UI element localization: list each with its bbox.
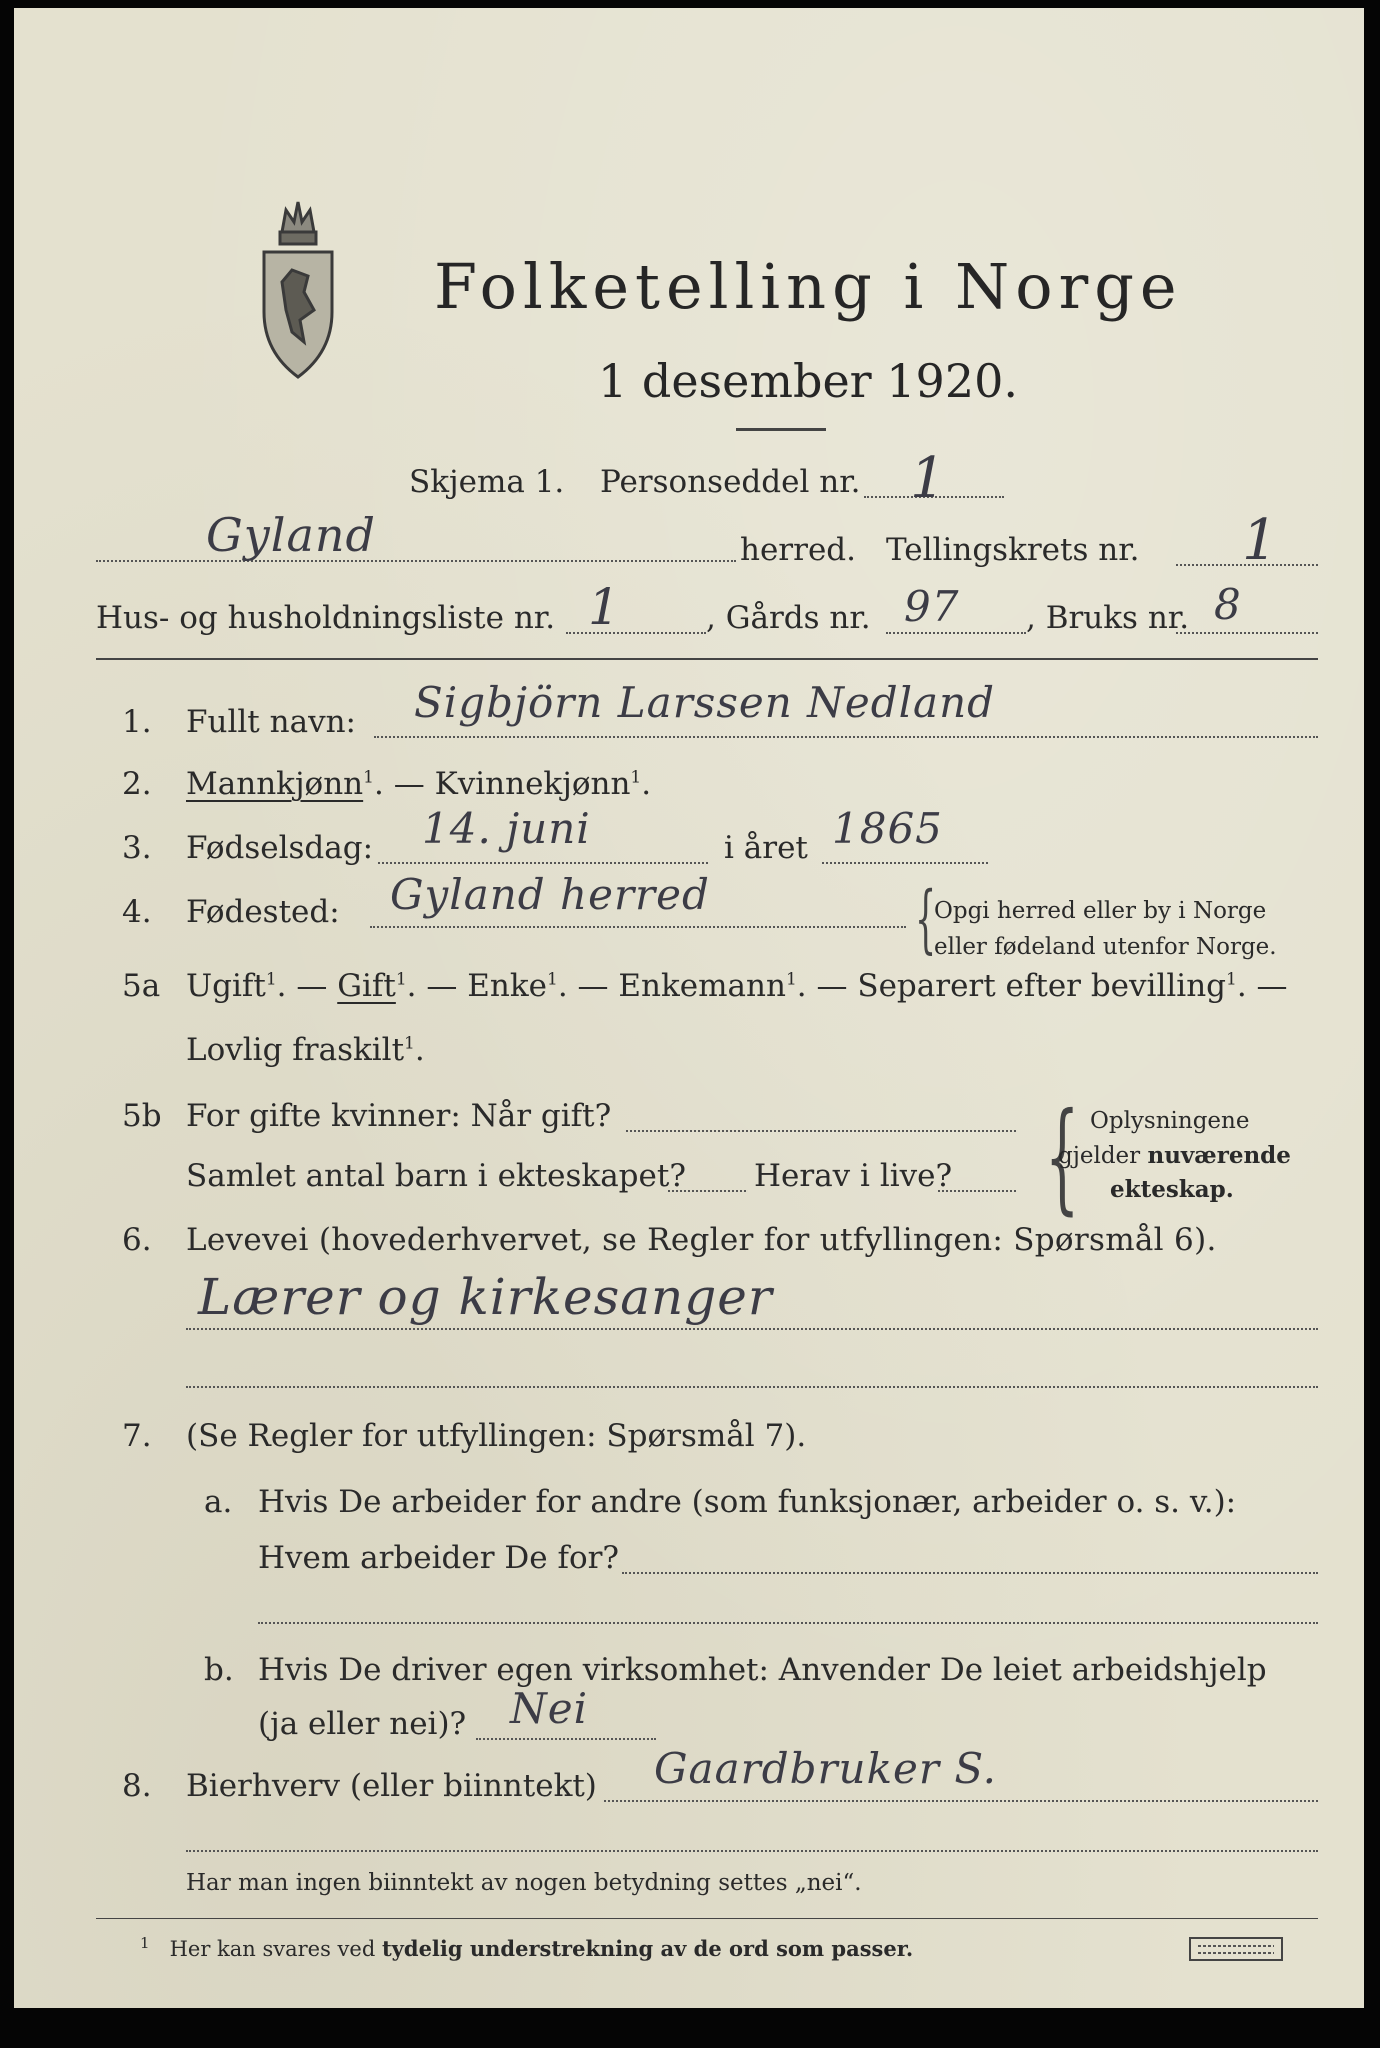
form-date: 1 desember 1920.: [598, 354, 1018, 408]
q5b-line2b: Herav i live?: [754, 1158, 953, 1194]
q5b-line1-field: [626, 1130, 1016, 1132]
gards-field-line: [886, 632, 1026, 634]
q4-note-brace: {: [914, 876, 937, 962]
q6-field-line2: [186, 1386, 1318, 1388]
gards-label: , Gårds nr.: [706, 600, 871, 636]
hus-label: Hus- og husholdningsliste nr.: [96, 600, 556, 636]
q5a-number: 5a: [122, 968, 161, 1004]
q5b-note-brace: {: [1044, 1088, 1080, 1227]
q5a-lovlig: Lovlig fraskilt$^1$.: [186, 1032, 425, 1068]
q4-field-line: [370, 926, 906, 928]
hus-value: 1: [588, 578, 621, 636]
q1-label: Fullt navn:: [186, 704, 356, 740]
q6-value: Lærer og kirkesanger: [198, 1268, 773, 1326]
q3-field-line: [378, 862, 708, 864]
q6-label: Levevei (hovederhvervet, se Regler for utfyllingen: Spørsmål 6).: [186, 1222, 1217, 1258]
q5b-note-line1: Oplysningene: [1090, 1108, 1250, 1134]
footer-divider: [96, 1918, 1318, 1919]
q2-end: .: [641, 766, 652, 802]
q4-note-line1: Opgi herred eller by i Norge: [934, 898, 1267, 924]
q7a-line2: Hvem arbeider De for?: [258, 1540, 620, 1576]
q5a-gift: Gift: [337, 968, 396, 1004]
q5b-line2b-field: [938, 1190, 1016, 1192]
q8-field-line2: [186, 1850, 1318, 1852]
q8-value: Gaardbruker S.: [654, 1744, 997, 1793]
q3-value: 14. juni: [422, 804, 591, 853]
q6-field-line1: [186, 1328, 1318, 1330]
q5a-enke: Enke: [467, 968, 547, 1004]
q7a-field-line1: [622, 1572, 1318, 1574]
q2-sep: . —: [373, 766, 425, 802]
q5b-note-line2: gjelder nuværende: [1058, 1142, 1291, 1169]
header-divider: [96, 658, 1318, 660]
q5b-line2a-field: [668, 1190, 746, 1192]
q7b-value: Nei: [510, 1684, 589, 1733]
q2-kvinne: Kvinnekjønn: [434, 766, 631, 802]
bruks-value: 8: [1214, 580, 1242, 629]
q1-field-line: [374, 736, 1318, 738]
personseddel-value: 1: [910, 446, 947, 511]
q2-options: Mannkjønn$^1$. — Kvinnekjønn$^1$.: [186, 766, 652, 802]
q5a-ugift: Ugift: [186, 968, 266, 1004]
q7a-letter: a.: [204, 1484, 233, 1520]
q7b-letter: b.: [204, 1652, 234, 1688]
q3-year-value: 1865: [832, 804, 943, 853]
q7b-line2: (ja eller nei)?: [258, 1706, 467, 1742]
q4-label: Fødested:: [186, 894, 340, 930]
census-form-page: [14, 8, 1364, 2008]
q7b-field-line: [476, 1738, 656, 1740]
q7a-line1: Hvis De arbeider for andre (som funksjonær, arbeider o. s. v.):: [258, 1484, 1237, 1520]
q4-value: Gyland herred: [390, 870, 710, 919]
herred-label: herred.: [740, 532, 856, 568]
skjema-label: Skjema 1.: [409, 464, 565, 500]
title-divider: [736, 428, 826, 431]
q3-year-field-line: [822, 862, 988, 864]
q5b-note-line3: ekteskap.: [1110, 1176, 1234, 1203]
q4-number: 4.: [122, 894, 152, 930]
herred-field-line: [96, 560, 736, 562]
coat-of-arms-icon: [252, 192, 344, 382]
q3-number: 3.: [122, 830, 152, 866]
tellingskrets-value: 1: [1242, 508, 1279, 573]
footer-note: Har man ingen biinntekt av nogen betydning settes „nei“.: [186, 1870, 862, 1896]
q3-label: Fødselsdag:: [186, 830, 374, 866]
q7b-line1: Hvis De driver egen virksomhet: Anvender De leiet arbeidshjelp: [258, 1652, 1267, 1688]
form-title: Folketelling i Norge: [434, 250, 1183, 323]
q5a-separert: Separert efter bevilling: [857, 968, 1227, 1004]
q7-number: 7.: [122, 1418, 152, 1454]
q1-value: Sigbjörn Larssen Nedland: [414, 678, 996, 727]
q5a-enkemann: Enkemann: [618, 968, 786, 1004]
q4-note-line2: eller fødeland utenfor Norge.: [934, 934, 1277, 960]
q5b-line1: For gifte kvinner: Når gift?: [186, 1098, 612, 1134]
q7a-field-line2: [258, 1622, 1318, 1624]
q3-year-label: i året: [724, 830, 808, 866]
bruks-field-line: [1176, 632, 1318, 634]
personseddel-label: Personseddel nr.: [600, 464, 861, 500]
q6-number: 6.: [122, 1222, 152, 1258]
tellingskrets-label: Tellingskrets nr.: [886, 532, 1140, 568]
q8-label: Bierhverv (eller biinntekt): [186, 1768, 597, 1804]
printer-stamp-icon: [1188, 1936, 1284, 1962]
q5b-number: 5b: [122, 1098, 162, 1134]
q7-label: (Se Regler for utfyllingen: Spørsmål 7).: [186, 1418, 807, 1454]
footnote: $^1$ Her kan svares ved tydelig understrekning av de ord som passer.: [140, 1934, 914, 1961]
q8-field-line: [604, 1800, 1318, 1802]
hus-field-line: [566, 632, 706, 634]
q5b-line2a: Samlet antal barn i ekteskapet?: [186, 1158, 686, 1194]
gards-value: 97: [904, 582, 960, 631]
q5a-options: Ugift$^1$. — Gift$^1$. — Enke$^1$. — Enkemann$^1$. — Separert efter bevilling$^1$. —: [186, 968, 1288, 1004]
q1-number: 1.: [122, 704, 152, 740]
bruks-label: , Bruks nr.: [1026, 600, 1190, 636]
q8-number: 8.: [122, 1768, 152, 1804]
herred-value: Gyland: [206, 508, 376, 562]
q2-mann: Mannkjønn: [186, 766, 364, 802]
q2-number: 2.: [122, 766, 152, 802]
